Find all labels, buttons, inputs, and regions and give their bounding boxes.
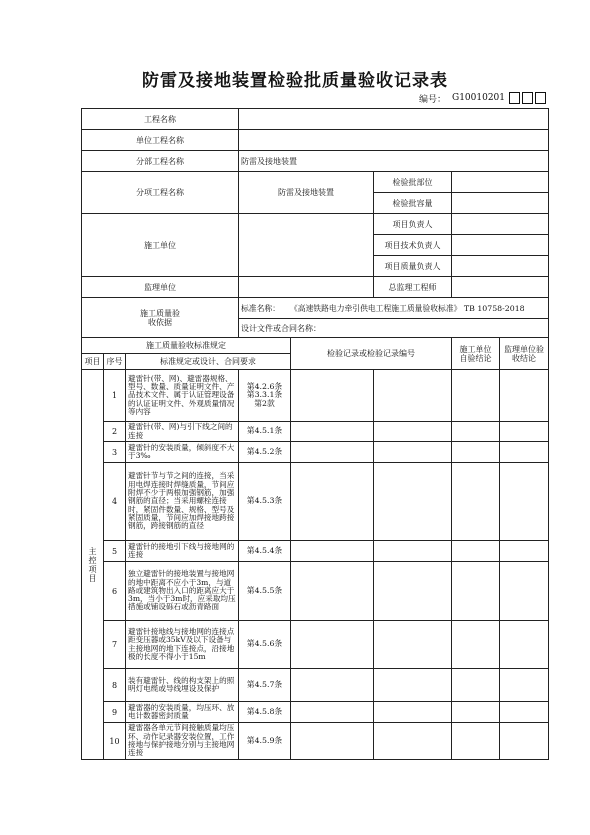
item-no: 1 [104,370,126,422]
subdivision-value: 防雷及接地装置 [239,172,374,214]
item-no: 7 [104,621,126,669]
item-no: 2 [104,422,126,442]
check-record-a-cell[interactable] [291,422,374,442]
check-record-b-cell[interactable] [374,463,452,541]
col-no-header: 序号 [104,354,126,370]
table-row [82,621,549,669]
item-clause: 第4.5.4条 [239,541,291,562]
batch-capacity-field[interactable] [452,193,549,214]
item-requirement: 避雷针(带、网)、避雷器规格、型号、数量、质量证明文件、产品技术文件、属于认证管理设备的认证证明文件、外观质量情况等内容 [126,370,239,422]
contractor-result-cell[interactable] [452,702,500,723]
batch-location-label: 检验批部位 [374,172,452,193]
quality-manager-label: 项目质量负责人 [374,256,452,277]
contractor-result-cell[interactable] [452,621,500,669]
contractor-result-cell[interactable] [452,463,500,541]
item-clause: 第4.5.1条 [239,422,291,442]
item-requirement: 避雷针节与节之间的连接，当采用电焊连接时焊缝质量，节间应附焊不少于两根加强钢筋，加强钢筋的直径；当采用螺栓连接时，紧固件数量、规格、型号及紧固质量，节间应加焊接地跨接钢筋，跨接钢筋的直径 [126,463,239,541]
item-requirement: 避雷针的接地引下线与接地网的连接 [126,541,239,562]
item-no: 10 [104,723,126,760]
table-row [82,463,549,541]
check-record-a-cell[interactable] [291,669,374,702]
subdivision-label: 分项工程名称 [82,172,239,214]
item-requirement: 避雷针(带、网)与引下线之间的连接 [126,422,239,442]
std-header: 施工质量验收标准规定 [82,338,291,354]
item-requirement: 避雷针的安装质量，倾斜度不大于3‰ [126,442,239,463]
supervisor-result-cell[interactable] [500,702,549,723]
contractor-result-cell[interactable] [452,669,500,702]
check-record-a-cell[interactable] [291,702,374,723]
check-record-b-cell[interactable] [374,422,452,442]
supervisor-result-cell[interactable] [500,723,549,760]
col-req-header: 标准规定或设计、合同要求 [126,354,291,370]
project-name-field[interactable] [239,109,549,130]
contractor-result-cell[interactable] [452,370,500,422]
supervisor-result-cell[interactable] [500,370,549,422]
col-item-header: 项目 [82,354,104,370]
division-label: 分部工程名称 [82,151,239,172]
supervisor-field[interactable] [239,277,374,298]
item-clause: 第4.5.2条 [239,442,291,463]
item-clause: 第4.2.6条 第3.3.1条 第2款 [239,370,291,422]
item-clause: 第4.5.3条 [239,463,291,541]
supervisor-result-cell[interactable] [500,422,549,442]
code-box-2[interactable] [522,92,533,104]
tech-manager-field[interactable] [452,235,549,256]
supervisor-result-cell[interactable] [500,621,549,669]
item-clause: 第4.5.9条 [239,723,291,760]
check-record-a-cell[interactable] [291,541,374,562]
code-value: G10010201 [452,93,505,103]
item-requirement: 避雷器各单元节间接触质量均压环、动作记录器安装位置，工作接地与保护接地分别与主接地网连接 [126,723,239,760]
check-record-b-cell[interactable] [374,442,452,463]
supervisor-result-cell[interactable] [500,562,549,621]
table-row [82,442,549,463]
item-no: 8 [104,669,126,702]
item-no: 3 [104,442,126,463]
code-label: 编号： [418,94,446,105]
check-record-b-cell[interactable] [374,723,452,760]
check-record-header: 检验记录或检验记录编号 [291,338,452,370]
supervisor-result-cell[interactable] [500,442,549,463]
project-manager-field[interactable] [452,214,549,235]
contractor-result-cell[interactable] [452,422,500,442]
check-record-a-cell[interactable] [291,562,374,621]
contractor-result-cell[interactable] [452,442,500,463]
table-row [82,541,549,562]
project-manager-label: 项目负责人 [374,214,452,235]
check-record-b-cell[interactable] [374,370,452,422]
standard-row [239,298,549,319]
item-no: 4 [104,463,126,541]
table-row [82,669,549,702]
supervisor-result-cell[interactable] [500,669,549,702]
table-row [82,723,549,760]
contractor-field[interactable] [239,214,374,277]
contractor-result-cell[interactable] [452,562,500,621]
supervisor-result-header: 监理单位验收结论 [500,338,549,370]
check-record-b-cell[interactable] [374,669,452,702]
chief-supervisor-field[interactable] [452,277,549,298]
design-doc-label: 设计文件或合同名称： [241,323,322,333]
check-record-b-cell[interactable] [374,562,452,621]
main-control-label: 主控项目 [82,370,104,760]
item-clause: 第4.5.8条 [239,702,291,723]
code-box-1[interactable] [509,92,520,104]
page-title: 防雷及接地装置检验批质量验收记录表 [142,71,448,91]
table-row [82,562,549,621]
contractor-result-header: 施工单位自验结论 [452,338,500,370]
unit-project-label: 单位工程名称 [82,130,239,151]
batch-capacity-label: 检验批容量 [374,193,452,214]
division-value: 防雷及接地装置 [239,151,549,172]
project-name-label: 工程名称 [82,109,239,130]
contractor-label: 施工单位 [82,214,239,277]
item-no: 9 [104,702,126,723]
supervisor-label: 监理单位 [82,277,239,298]
quality-manager-field[interactable] [452,256,549,277]
item-requirement: 装有避雷针、线的构支架上的照明灯电缆或导线埋设及保护 [126,669,239,702]
standard-label: 标准名称： [241,303,280,313]
item-requirement: 避雷针接地线与接地网的连接点距变压器或35kV及以下设备与主接地网的地下连接点，沿接地极的长度不得小于15m [126,621,239,669]
form-code [419,90,546,106]
item-requirement: 独立避雷针的接地装置与接地网的地中距离不应小于3m，与道路或建筑物出入口的距离应大于3m，当小于3m时，应采取均压措施或铺设砾石或沥青路面 [126,562,239,621]
item-no: 6 [104,562,126,621]
standard-value: 《高速铁路电力牵引供电工程施工质量验收标准》 TB 10758-2018 [289,303,525,313]
inspection-form-table [81,108,549,760]
item-clause: 第4.5.7条 [239,669,291,702]
unit-project-field[interactable] [239,130,549,151]
check-record-a-cell[interactable] [291,370,374,422]
supervisor-result-cell[interactable] [500,541,549,562]
item-no: 5 [104,541,126,562]
check-record-b-cell[interactable] [374,541,452,562]
design-doc-row[interactable] [239,319,549,338]
item-requirement: 避雷器的安装质量，均压环、放电计数器密封质量 [126,702,239,723]
table-row [82,370,549,422]
check-record-a-cell[interactable] [291,621,374,669]
check-record-a-cell[interactable] [291,463,374,541]
supervisor-result-cell[interactable] [500,463,549,541]
basis-label: 施工质量验收依据 [82,298,239,338]
item-clause: 第4.5.5条 [239,562,291,621]
check-record-a-cell[interactable] [291,442,374,463]
check-record-a-cell[interactable] [291,723,374,760]
contractor-result-cell[interactable] [452,541,500,562]
check-record-b-cell[interactable] [374,621,452,669]
item-clause: 第4.5.6条 [239,621,291,669]
check-record-b-cell[interactable] [374,702,452,723]
table-row [82,702,549,723]
batch-location-field[interactable] [452,172,549,193]
table-row [82,422,549,442]
contractor-result-cell[interactable] [452,723,500,760]
code-box-3[interactable] [535,92,546,104]
chief-supervisor-label: 总监理工程师 [374,277,452,298]
tech-manager-label: 项目技术负责人 [374,235,452,256]
